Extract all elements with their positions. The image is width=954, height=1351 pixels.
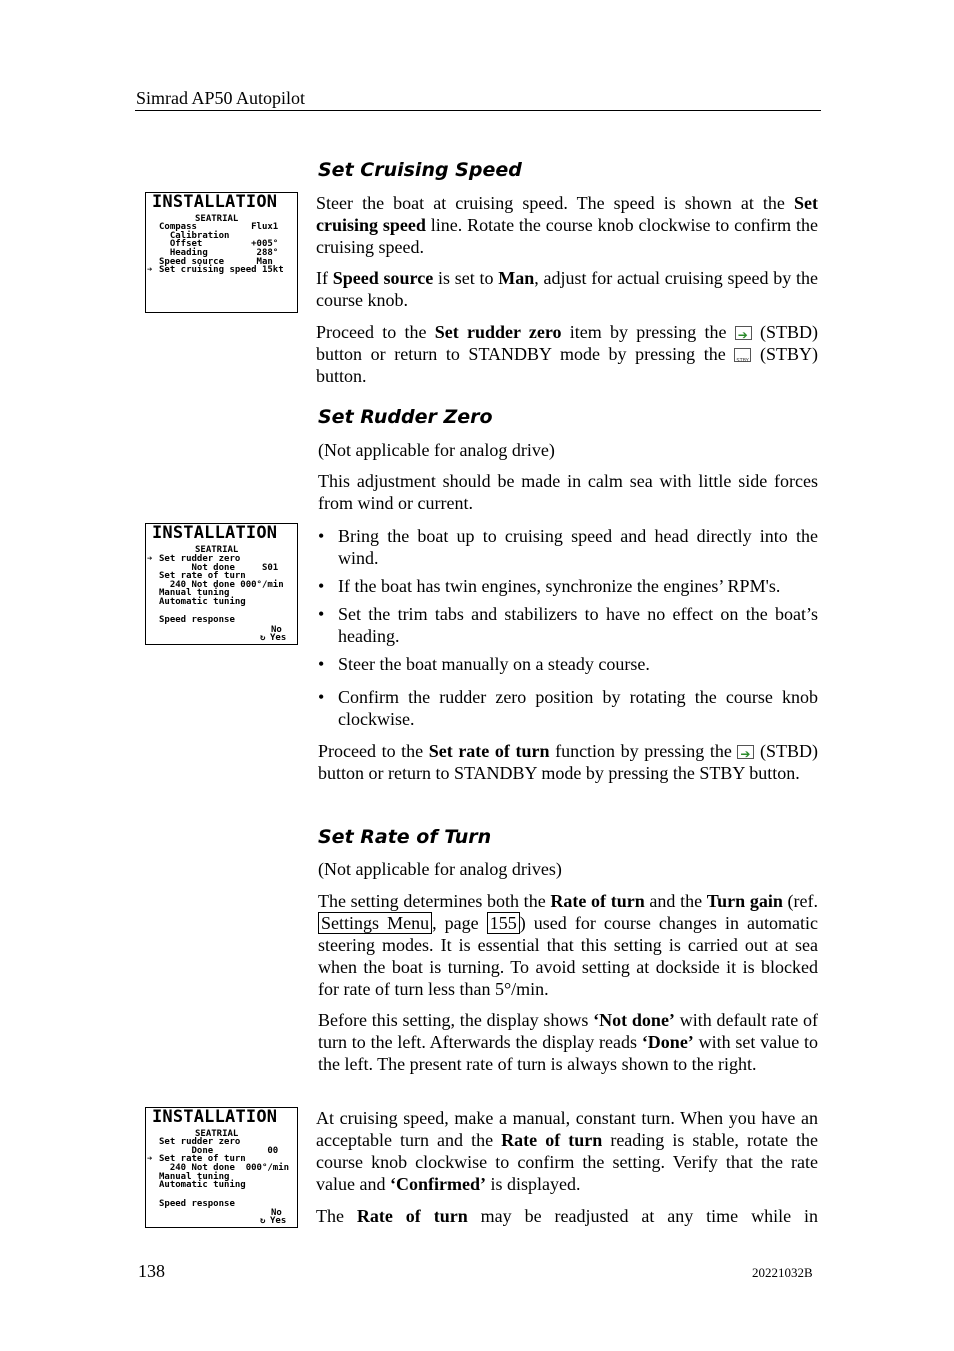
settings-menu-link[interactable]: Settings Menu (318, 912, 432, 934)
screen-line: Set rudder zero (159, 1137, 241, 1147)
paragraph: If Speed source is set to Man, adjust for actual cruising speed by the course knob. (316, 268, 818, 310)
screen-line: Calibration (159, 231, 230, 241)
screen-line: Not done S01 (159, 563, 279, 573)
paragraph: Proceed to the Set rudder zero item by pressing the ➔ (STBD) button or return to STANDBY mode by pressing the STBY (STBY) button. (316, 321, 818, 387)
page-155-link[interactable]: 155 (487, 912, 520, 934)
screen-line: Yes (270, 633, 287, 643)
screen-line: SEATRIAL (195, 545, 239, 555)
paragraph: Before this setting, the display shows ‘Not done’ with default rate of turn to the left. Afterwards the display reads ‘Done’ with set value to the left. The present rate of turn is always shown to the right. (318, 1010, 818, 1074)
list-item: • Set the trim tabs and stabilizers to have no effect on the boat’s heading. (318, 603, 818, 647)
knob-rotate-icon: ↻ (260, 633, 266, 643)
paragraph: Steer the boat at cruising speed. The speed is shown at the Set cruising speed line. Rotate the course knob clockwise to confirm the cruising speed. (316, 193, 818, 257)
screen-line: Offset +005° (159, 239, 279, 249)
screen-line: Set rate of turn (159, 1154, 246, 1164)
screen-title: INSTALLATION (152, 1107, 278, 1127)
paragraph: (Not applicable for analog drives) (318, 859, 562, 879)
screen-title: INSTALLATION (152, 192, 278, 212)
document-number: 20221032B (752, 1265, 813, 1280)
list-item: • Bring the boat up to cruising speed and head directly into the wind. (318, 525, 818, 569)
paragraph: (Not applicable for analog drive) (318, 440, 555, 460)
screen-line: No (271, 1208, 282, 1218)
screen-line: Yes (270, 1216, 287, 1226)
screen-line: Heading 288° (159, 248, 279, 258)
paragraph: This adjustment should be made in calm sea with little side forces from wind or current. (318, 471, 818, 513)
section-heading-rate-of-turn: Set Rate of Turn (318, 826, 492, 848)
paragraph: The setting determines both the Rate of turn and the Turn gain (ref. Settings Menu , page 155 ) used for course changes in automatic steering modes. It is essential that this setting is carried out at sea when the boat is turning. To avoid setting at dockside it is blocked for rate of turn less than 5°/min. (318, 891, 818, 999)
screen-line: SEATRIAL (195, 1129, 239, 1139)
screen-line: Speed response (159, 615, 235, 625)
running-header: Simrad AP50 Autopilot (136, 88, 306, 108)
screen-title: INSTALLATION (152, 523, 278, 543)
installation-screen-rate (145, 1107, 298, 1228)
screen-line: Set cruising speed 15kt (159, 265, 284, 275)
stbd-button-icon (737, 745, 754, 759)
paragraph: Proceed to the Set rate of turn function by pressing the ➔ (STBD) button or return to STANDBY mode by pressing the STBY button. (318, 740, 818, 784)
knob-rotate-icon: ↻ (260, 1216, 266, 1226)
screen-line: Speed source Man (159, 257, 273, 267)
installation-screen-rudder (145, 523, 298, 645)
selection-arrow-icon: ➔ (147, 265, 153, 275)
page-number: 138 (138, 1261, 165, 1281)
header-rule (135, 110, 821, 111)
list-item: • Confirm the rudder zero position by rotating the course knob clockwise. (318, 686, 818, 730)
screen-line: 240 Not done 000°/min (159, 1163, 290, 1173)
screen-line: Speed response (159, 1199, 235, 1209)
selection-arrow-icon: ➔ (147, 1154, 153, 1164)
screen-line: Manual tuning (159, 588, 230, 598)
screen-line: Automatic tuning (159, 597, 246, 607)
screen-line: Done 00 (159, 1146, 279, 1156)
list-item: • If the boat has twin engines, synchronize the engines’ RPM's. (318, 575, 818, 597)
screen-line: Manual tuning (159, 1172, 230, 1182)
screen-line: No (271, 625, 282, 635)
stby-button-icon (734, 348, 751, 362)
stbd-button-icon (735, 326, 752, 340)
screen-line: 240 Not done 000°/min (159, 580, 284, 590)
section-heading-cruising-speed: Set Cruising Speed (318, 159, 522, 181)
installation-screen-cruising (145, 192, 298, 313)
bullet-list (318, 525, 818, 730)
paragraph: At cruising speed, make a manual, constant turn. When you have an acceptable turn and the Rate of turn reading is stable, rotate the course knob clockwise to confirm the setting. Verify that the rate value and ‘Confirmed’ is displayed. (316, 1108, 818, 1194)
list-item: • Steer the boat manually on a steady course. (318, 653, 818, 675)
selection-arrow-icon: ➔ (147, 554, 153, 564)
screen-line: Compass Flux1 (159, 222, 279, 232)
section-heading-rudder-zero: Set Rudder Zero (318, 406, 493, 428)
screen-line: Set rate of turn (159, 571, 246, 581)
screen-line: Automatic tuning (159, 1180, 246, 1190)
paragraph: The Rate of turn may be readjusted at any time while in (316, 1206, 818, 1226)
screen-line: Set rudder zero (159, 554, 241, 564)
screen-line: SEATRIAL (195, 214, 239, 224)
